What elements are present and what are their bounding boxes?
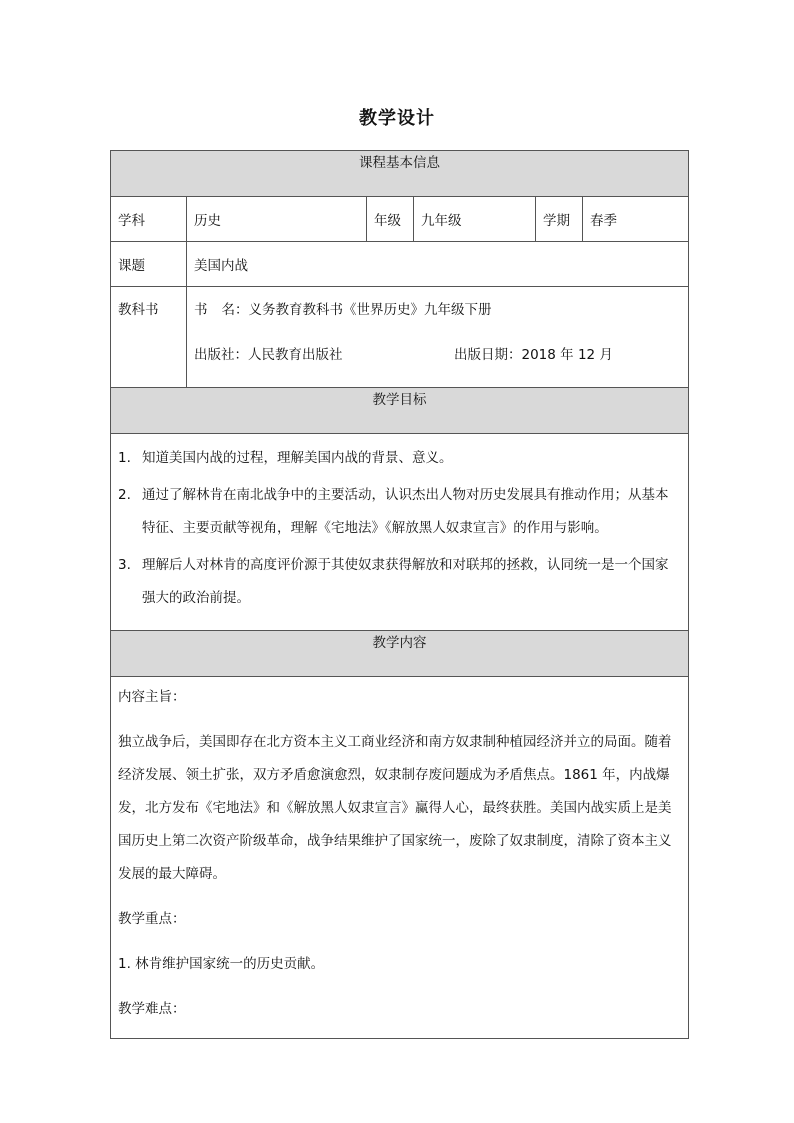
objectives-cell: [111, 434, 689, 631]
gist-text: 独立战争后，美国即存在北方资本主义工商业经济和南方奴隶制种植园经济并立的局面。随着经济发展、领土扩张，双方矛盾愈演愈烈，奴隶制存废问题成为矛盾焦点。1861 年，内战爆发，北方发布《宅地法》和《解放黑人奴隶宣言》赢得人心，最终获胜。美国内战实质上是美国历史上第二次资产阶级革命，战争结果维护了国家统一，废除了奴隶制度，清除了资本主义发展的最大障碍。: [118, 734, 672, 882]
subject-value: 历史: [187, 197, 367, 242]
objective-item: 2. 通过了解林肯在南北战争中的主要活动，认识杰出人物对历史发展具有推动作用；从基本特征、主要贡献等视角，理解《宅地法》《解放黑人奴隶宣言》的作用与影响。: [118, 487, 669, 536]
objective-item: 3. 理解后人对林肯的高度评价源于其使奴隶获得解放和对联邦的拯救，认同统一是一个国家强大的政治前提。: [118, 557, 669, 606]
key-points-label: 教学重点：: [118, 911, 186, 927]
grade-value: 九年级: [414, 197, 536, 242]
term-label: 学期: [536, 197, 583, 242]
section-header-basic-info: 课程基本信息: [111, 151, 689, 197]
lesson-plan-table: [110, 150, 689, 1039]
subject-label: 学科: [111, 197, 187, 242]
section-header-content: 教学内容: [111, 631, 689, 677]
gist-label: 内容主旨：: [118, 689, 186, 705]
section-header-objectives: 教学目标: [111, 388, 689, 434]
document-title: 教学设计: [359, 108, 435, 129]
publisher-value: 人民教育出版社: [248, 347, 343, 363]
objective-item: 1. 知道美国内战的过程，理解美国内战的背景、意义。: [118, 450, 453, 466]
book-name-line: 书 名：义务教育教科书《世界历史》九年级下册: [194, 302, 492, 318]
term-value: 春季: [583, 197, 689, 242]
topic-label: 课题: [111, 242, 187, 287]
key-point-item: 1. 林肯维护国家统一的历史贡献。: [118, 956, 325, 972]
difficulties-label: 教学难点：: [118, 1001, 186, 1017]
content-cell: [111, 677, 689, 1039]
publisher-line: 出版社：人民教育出版社 出版日期：2018 年 12 月: [194, 347, 613, 363]
textbook-label: 教科书: [111, 287, 187, 388]
publish-date-value: 2018 年 12 月: [521, 347, 613, 363]
textbook-info: [187, 287, 689, 388]
topic-value: 美国内战: [187, 242, 689, 287]
grade-label: 年级: [367, 197, 414, 242]
book-name-value: 义务教育教科书《世界历史》九年级下册: [248, 302, 492, 318]
